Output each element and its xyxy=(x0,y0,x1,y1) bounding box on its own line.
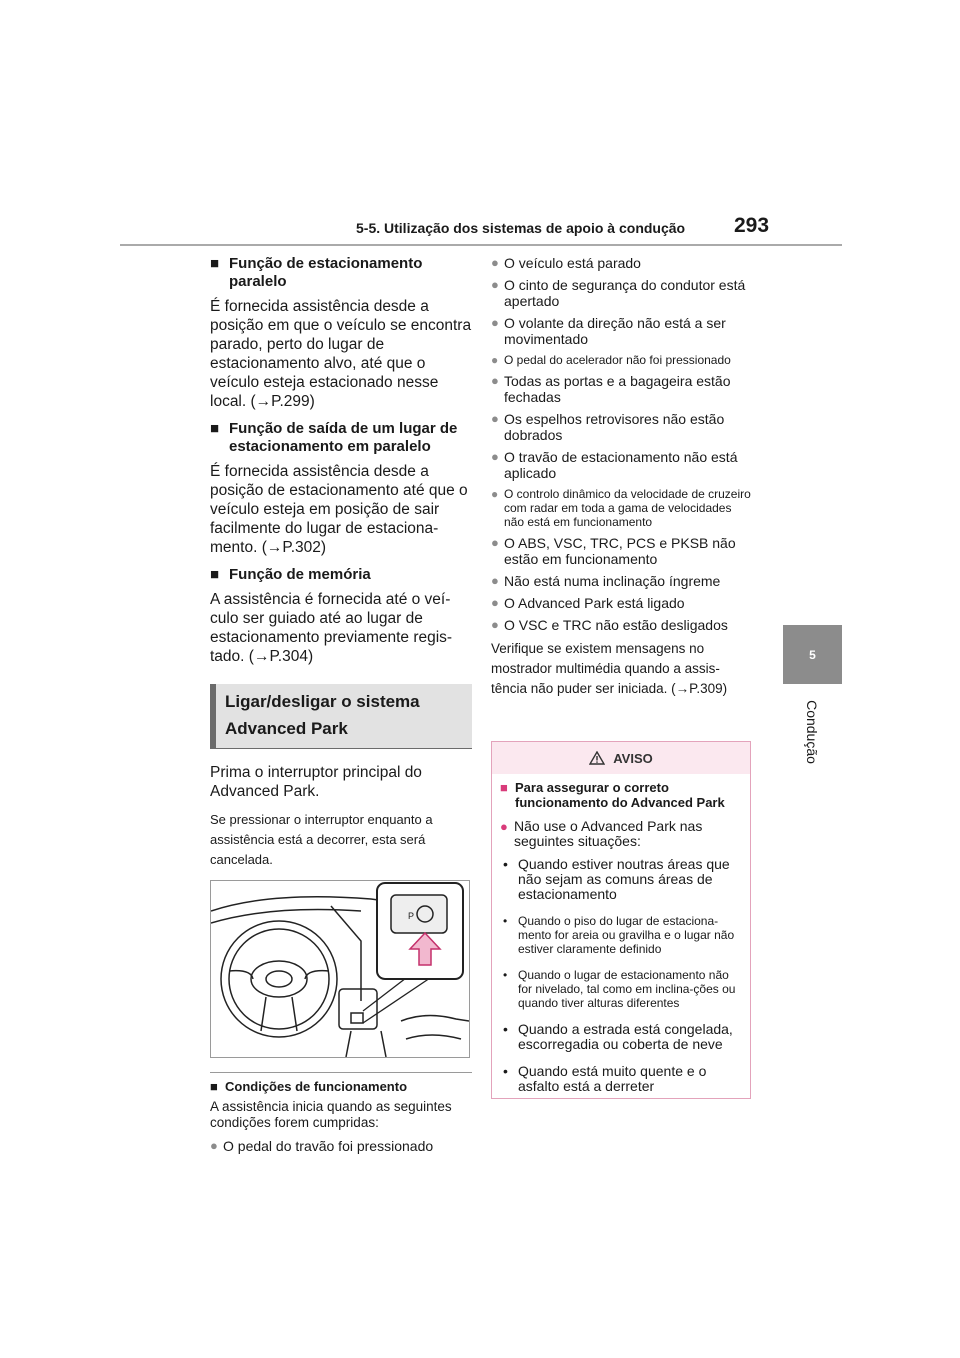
condition-item: ● O veículo está parado xyxy=(491,255,753,271)
paragraph-operating-conditions: A assistência inicia quando as seguintes condições forem cumpridas: xyxy=(210,1099,452,1130)
heading-parallel-exit: ■ Função de saída de um lugar de estacionamento em paralelo xyxy=(210,420,472,456)
chapter-tab xyxy=(783,625,842,684)
paragraph-parallel-parking: É fornecida assistência desde a posição em que o veículo se encontra parado, perto do lugar de estacionamento alvo, até que o veículo esteja estacionado nesse local. (→P.299) xyxy=(210,298,472,410)
warning-item: • Quando estiver noutras áreas que não sejam as comuns áreas de estacionamento xyxy=(500,857,742,902)
section-title: Ligar/desligar o sistema Advanced Park xyxy=(210,684,472,749)
heading-operating-conditions: ■ Condições de funcionamento xyxy=(210,1079,472,1095)
divider xyxy=(210,1072,472,1073)
header-rule xyxy=(120,244,842,246)
warning-box xyxy=(491,741,751,1099)
condition-item: ● O controlo dinâmico da velocidade de cruzeiro com radar em toda a gama de velocidades não está em funcionamento xyxy=(491,487,753,529)
condition-item: ● O pedal do travão foi pressionado xyxy=(210,1138,472,1154)
right-column xyxy=(491,255,753,699)
warning-body xyxy=(492,774,750,1094)
condition-item: ● Todas as portas e a bagageira estão fechadas xyxy=(491,373,753,405)
chapter-tab-number: 5 xyxy=(809,647,816,662)
warning-item: • Quando a estrada está congelada, escorregadia ou coberta de neve xyxy=(500,1022,742,1052)
page-number: 293 xyxy=(734,214,770,237)
warning-item: • Quando está muito quente e o asfalto está a derreter xyxy=(500,1064,742,1094)
chapter-side-label xyxy=(772,692,852,772)
paragraph-memory-function: A assistência é fornecida até o veí-culo ser guiado até ao lugar de estacionamento previamente regis-tado. (→P.304) xyxy=(210,591,453,665)
warning-item: • Quando o piso do lugar de estaciona-mento for areia ou gravilha e o lugar não estiver claramente definido xyxy=(500,914,742,956)
left-column xyxy=(210,255,472,1160)
chapter-side-label-text: Condução xyxy=(803,700,820,764)
steering-wheel-illustration-icon xyxy=(211,881,469,1057)
condition-item: ● O travão de estacionamento não está aplicado xyxy=(491,449,753,481)
chapter-title: 5-5. Utilização dos sistemas de apoio à condução xyxy=(356,220,686,236)
warning-heading: ■ Para assegurar o correto funcionamento do Advanced Park xyxy=(500,780,742,810)
warning-triangle-icon xyxy=(589,751,605,765)
paragraph-parallel-exit: É fornecida assistência desde a posição de estacionamento até que o veículo esteja em posição de sair facilmente do lugar de estaciona-mento. (→P.302) xyxy=(210,463,468,556)
condition-item: ● O volante da direção não está a ser movimentado xyxy=(491,315,753,347)
paragraph-multimedia-note: Verifique se existem mensagens no mostrador multimédia quando a assis-tência não puder ser iniciada. (→P.309) xyxy=(491,641,728,696)
condition-item: ● O ABS, VSC, TRC, PCS e PKSB não estão em funcionamento xyxy=(491,535,753,567)
paragraph-cancel-note: Se pressionar o interruptor enquanto a assistência está a decorrer, esta será cancelada. xyxy=(210,812,433,867)
condition-item: ● Não está numa inclinação íngreme xyxy=(491,573,753,589)
condition-item: ● O cinto de segurança do condutor está apertado xyxy=(491,277,753,309)
condition-item: ● O pedal do acelerador não foi pressionado xyxy=(491,353,753,367)
heading-memory-function: ■ Função de memória xyxy=(210,566,472,584)
warning-item: • Quando o lugar de estacionamento não for nivelado, tal como em inclina-ções ou quando tiver alturas diferentes xyxy=(500,968,742,1010)
condition-item: ● O Advanced Park está ligado xyxy=(491,595,753,611)
svg-text:P: P xyxy=(408,911,415,921)
condition-item: ● O VSC e TRC não estão desligados xyxy=(491,617,753,633)
warning-bullet: ● Não use o Advanced Park nas seguintes situações: xyxy=(500,819,742,849)
condition-item: ● Os espelhos retrovisores não estão dobrados xyxy=(491,411,753,443)
warning-header xyxy=(492,742,750,774)
heading-parallel-parking: ■ Função de estacionamento paralelo xyxy=(210,255,472,291)
warning-title: AVISO xyxy=(613,750,653,766)
paragraph-press-switch: Prima o interruptor principal do Advanced Park. xyxy=(210,764,422,800)
dashboard-illustration xyxy=(210,880,470,1058)
